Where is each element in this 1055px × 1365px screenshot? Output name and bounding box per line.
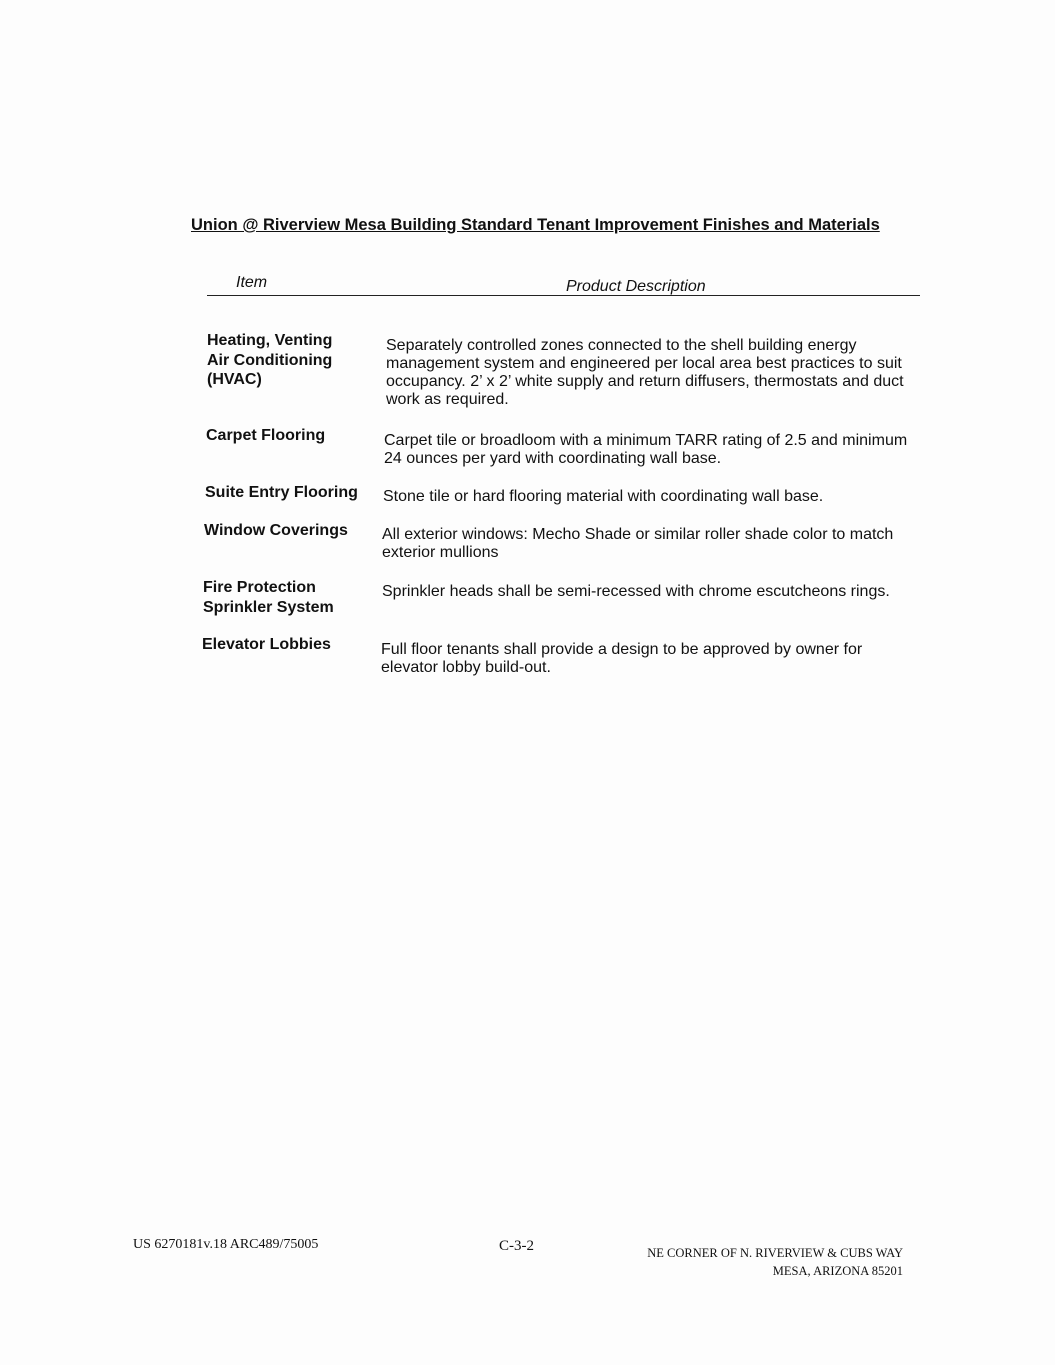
item-label: Carpet Flooring xyxy=(206,427,326,444)
item-description: Separately controlled zones connected to the shell building energy management system and engineered per local area best practices to suit occupancy. 2’ x 2’ white supply and return diffusers, thermostats and duct work as required. xyxy=(386,337,904,408)
item-label: Fire Protection Sprinkler System xyxy=(203,579,334,616)
footer-page-number: C-3-2 xyxy=(499,1238,534,1254)
footer-address: NE CORNER OF N. RIVERVIEW & CUBS WAY MESA, ARIZONA 85201 xyxy=(647,1246,903,1278)
item-description: Stone tile or hard flooring material with coordinating wall base. xyxy=(383,488,824,505)
item-description: Full floor tenants shall provide a design to be approved by owner for elevator lobby build-out. xyxy=(381,641,863,676)
item-label: Suite Entry Flooring xyxy=(205,484,358,501)
header-rule xyxy=(207,295,920,296)
column-header-description: Product Description xyxy=(566,278,706,295)
item-description: All exterior windows: Mecho Shade or similar roller shade color to match exterior mullions xyxy=(382,526,894,561)
item-label: Heating, Venting Air Conditioning (HVAC) xyxy=(207,332,333,388)
column-header-item: Item xyxy=(236,274,268,291)
item-description: Carpet tile or broadloom with a minimum TARR rating of 2.5 and minimum 24 ounces per yard with coordinating wall base. xyxy=(384,432,908,467)
footer-document-id: US 6270181v.18 ARC489/75005 xyxy=(133,1237,319,1252)
item-label: Window Coverings xyxy=(204,522,348,539)
item-label: Elevator Lobbies xyxy=(202,636,331,653)
item-description: Sprinkler heads shall be semi-recessed with chrome escutcheons rings. xyxy=(382,583,890,600)
document-title: Union @ Riverview Mesa Building Standard Tenant Improvement Finishes and Materials xyxy=(191,216,880,234)
